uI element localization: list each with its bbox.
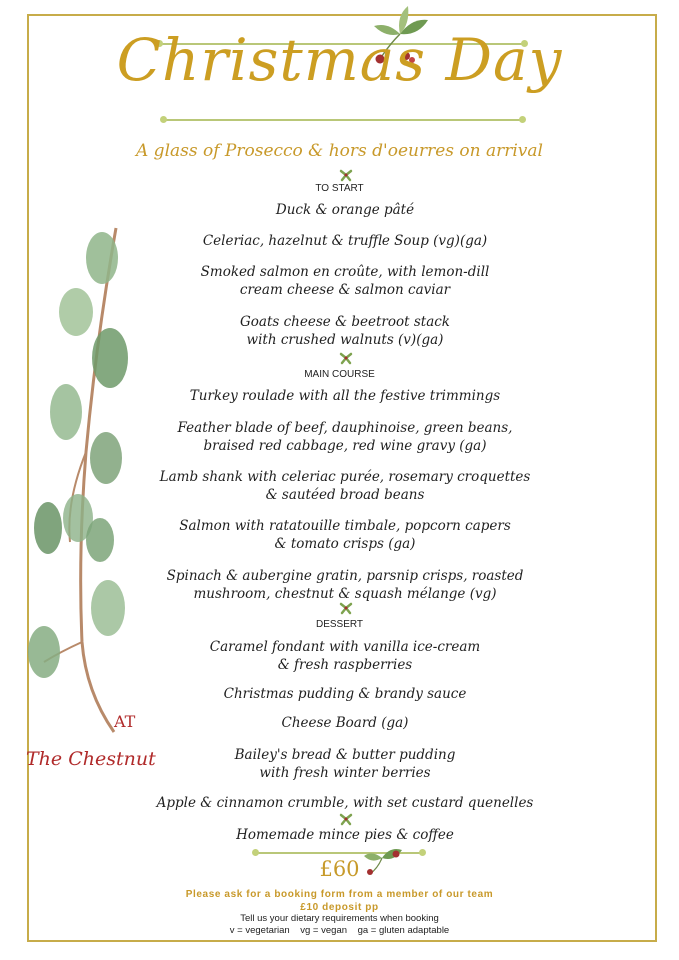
menu-item: Turkey roulade with all the festive trimmings	[189, 388, 501, 404]
sprig-icon	[339, 812, 353, 826]
sprig-icon	[339, 351, 353, 365]
title-divider-rule	[164, 119, 522, 121]
section-heading-dessert: DESSERT	[315, 619, 364, 630]
menu-item: Goats cheese & beetroot stack with crushed walnuts (v)(ga)	[240, 314, 450, 348]
brand-name: The Chestnut	[26, 748, 156, 770]
section-heading-to-start: TO START	[315, 183, 364, 194]
page-title: Christmas Day	[116, 26, 563, 94]
menu-item: Caramel fondant with vanilla ice-cream & fresh raspberries	[209, 639, 481, 673]
menu-item: Salmon with ratatouille timbale, popcorn capers & tomato crisps (ga)	[179, 518, 511, 552]
menu-item: Apple & cinnamon crumble, with set custard quenelles	[156, 795, 534, 811]
deposit-note: £10 deposit pp	[300, 902, 379, 913]
price-label: £60	[319, 857, 360, 881]
dietary-note: Tell us your dietary requirements when booking	[240, 913, 439, 924]
bottom-divider-dot-left	[252, 849, 259, 856]
dietary-key: v = vegetarian vg = vegan ga = gluten adaptable	[229, 925, 450, 936]
booking-note: Please ask for a booking form from a member of our team	[185, 889, 494, 900]
menu-item: Smoked salmon en croûte, with lemon-dill cream cheese & salmon caviar	[200, 264, 490, 298]
eucalyptus-branch-illustration	[26, 222, 136, 742]
menu-item: Lamb shank with celeriac purée, rosemary croquettes & sautéed broad beans	[159, 469, 531, 503]
section-heading-main-course: MAIN COURSE	[304, 369, 375, 380]
menu-item: Homemade mince pies & coffee	[236, 827, 454, 843]
brand-at-label: AT	[114, 712, 136, 731]
menu-item: Cheese Board (ga)	[281, 715, 409, 731]
menu-item: Feather blade of beef, dauphinoise, green beans, braised red cabbage, red wine gravy (ga)	[177, 420, 513, 454]
bottom-divider-dot-right	[419, 849, 426, 856]
sprig-icon	[339, 168, 353, 182]
title-divider-dot-left	[160, 116, 167, 123]
title-divider-dot-right	[519, 116, 526, 123]
sprig-icon	[339, 601, 353, 615]
arrival-subtitle: A glass of Prosecco & hors d'oeurres on arrival	[136, 141, 543, 161]
menu-item: Duck & orange pâté	[275, 202, 415, 218]
menu-item: Bailey's bread & butter pudding with fresh winter berries	[234, 747, 456, 781]
menu-item: Spinach & aubergine gratin, parsnip crisps, roasted mushroom, chestnut & squash mélange (vg)	[166, 568, 524, 602]
menu-item: Christmas pudding & brandy sauce	[223, 686, 467, 702]
menu-item: Celeriac, hazelnut & truffle Soup (vg)(ga)	[202, 233, 488, 249]
